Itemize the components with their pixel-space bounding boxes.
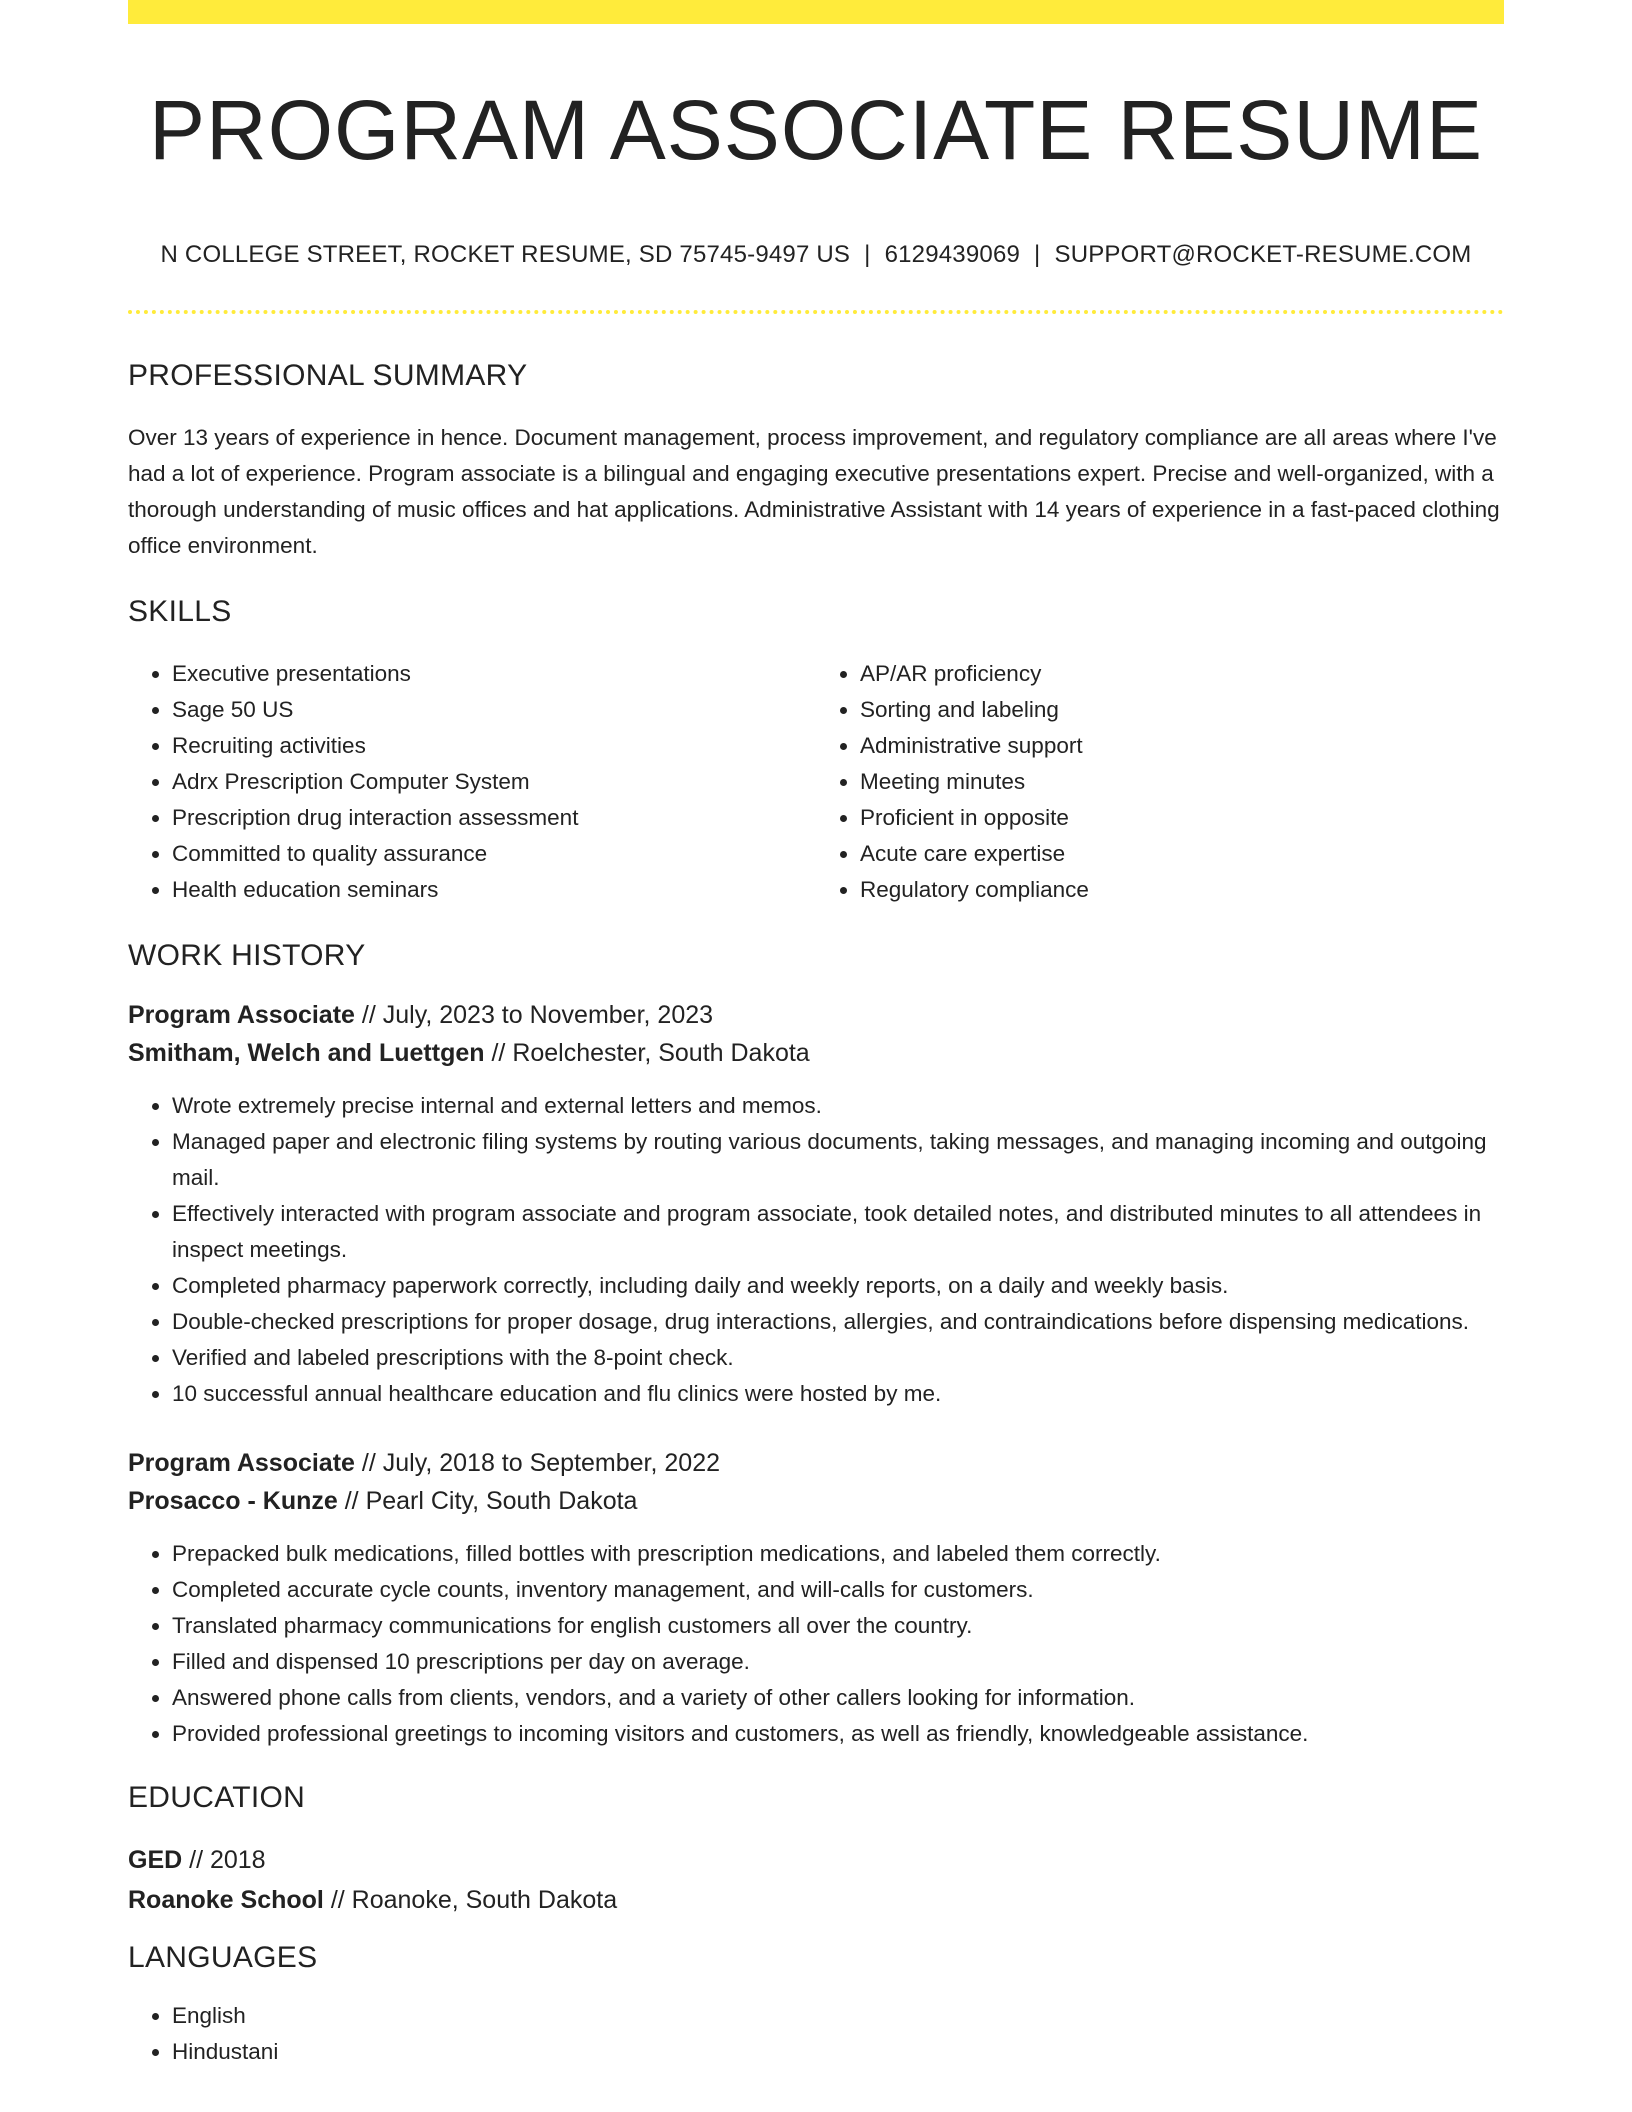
job-company: Prosacco - Kunze <box>128 1487 338 1515</box>
skill-item: • Prescription drug interaction assessment <box>172 800 816 836</box>
skills-right-list <box>816 656 1504 908</box>
skill-item: • Adrx Prescription Computer System <box>172 764 816 800</box>
job-bullet: • Answered phone calls from clients, vendors, and a variety of other callers looking for information. <box>172 1680 1504 1716</box>
languages-list <box>128 1998 1504 2070</box>
job-bullet: • Managed paper and electronic filing systems by routing various documents, taking messages, and managing incoming and outgoing mail. <box>172 1124 1504 1196</box>
contact-separator: | <box>1034 241 1041 268</box>
skill-item: • Administrative support <box>860 728 1504 764</box>
education-degree: GED <box>128 1846 183 1874</box>
contact-line <box>128 240 1504 270</box>
job-header <box>128 1444 1504 1520</box>
job-bullet: • Completed pharmacy paperwork correctly, including daily and weekly reports, on a daily and weekly basis. <box>172 1268 1504 1304</box>
job-bullet: • Filled and dispensed 10 prescriptions per day on average. <box>172 1644 1504 1680</box>
skills-left-list <box>128 656 816 908</box>
education-school-line <box>128 1880 1504 1920</box>
education-year: // 2018 <box>182 1846 266 1874</box>
job-header <box>128 996 1504 1072</box>
job-location: // Pearl City, South Dakota <box>337 1487 638 1515</box>
job-bullet: • Completed accurate cycle counts, inventory management, and will-calls for customers. <box>172 1572 1504 1608</box>
education-degree-line <box>128 1840 1504 1880</box>
skills-columns <box>128 656 1504 908</box>
job-bullet-list <box>128 1536 1504 1752</box>
contact-email: SUPPORT@ROCKET-RESUME.COM <box>1054 241 1472 268</box>
job-company-line <box>128 1482 1504 1520</box>
skill-item: • Health education seminars <box>172 872 816 908</box>
skill-item: • Sage 50 US <box>172 692 816 728</box>
job-company: Smitham, Welch and Luettgen <box>128 1039 485 1067</box>
contact-phone: 6129439069 <box>884 241 1021 268</box>
skill-item: • Regulatory compliance <box>860 872 1504 908</box>
job-dates: // July, 2018 to September, 2022 <box>354 1449 721 1477</box>
skills-heading: SKILLS <box>128 595 232 628</box>
job-role-line <box>128 996 1504 1034</box>
job-bullet-list <box>128 1088 1504 1412</box>
language-item: • English <box>172 1998 1504 2034</box>
skill-item: • AP/AR proficiency <box>860 656 1504 692</box>
skill-item: • Proficient in opposite <box>860 800 1504 836</box>
skill-item: • Committed to quality assurance <box>172 836 816 872</box>
accent-top-bar <box>128 0 1504 24</box>
job-dates: // July, 2023 to November, 2023 <box>354 1001 714 1029</box>
job-bullet: • Provided professional greetings to incoming visitors and customers, as well as friendly, knowledgeable assistance. <box>172 1716 1504 1752</box>
work-history-heading: WORK HISTORY <box>128 939 366 972</box>
job-role-line <box>128 1444 1504 1482</box>
skill-item: • Acute care expertise <box>860 836 1504 872</box>
skill-item: • Sorting and labeling <box>860 692 1504 728</box>
summary-heading: PROFESSIONAL SUMMARY <box>128 359 528 392</box>
job-bullet: • Wrote extremely precise internal and external letters and memos. <box>172 1088 1504 1124</box>
dotted-divider <box>128 310 1504 314</box>
skill-item: • Meeting minutes <box>860 764 1504 800</box>
skill-item: • Recruiting activities <box>172 728 816 764</box>
job-bullet: • Translated pharmacy communications for english customers all over the country. <box>172 1608 1504 1644</box>
contact-separator: | <box>864 241 871 268</box>
education-location: // Roanoke, South Dakota <box>323 1886 618 1914</box>
job-role: Program Associate <box>128 1449 355 1477</box>
job-role: Program Associate <box>128 1001 355 1029</box>
summary-text: Over 13 years of experience in hence. Document management, process improvement, and regulatory compliance are all areas where I've had a lot of experience. Program associate is a bilingual and engaging executive presentations expert. Precise and well-organized, with a thorough understanding of music offices and hat applications. Administrative Assistant with 14 years of experience in a fast-paced clothing office environment. <box>128 425 1500 558</box>
job-location: // Roelchester, South Dakota <box>484 1039 810 1067</box>
resume-title: PROGRAM ASSOCIATE RESUME <box>149 83 1483 177</box>
education-school: Roanoke School <box>128 1886 324 1914</box>
skill-item: • Executive presentations <box>172 656 816 692</box>
job-bullet: • Double-checked prescriptions for proper dosage, drug interactions, allergies, and contraindications before dispensing medications. <box>172 1304 1504 1340</box>
job-bullet: • Effectively interacted with program associate and program associate, took detailed notes, and distributed minutes to all attendees in inspect meetings. <box>172 1196 1504 1268</box>
job-bullet: • Prepacked bulk medications, filled bottles with prescription medications, and labeled them correctly. <box>172 1536 1504 1572</box>
contact-address: N COLLEGE STREET, ROCKET RESUME, SD 75745-9497 US <box>160 241 851 268</box>
job-bullet: • 10 successful annual healthcare education and flu clinics were hosted by me. <box>172 1376 1504 1412</box>
job-company-line <box>128 1034 1504 1072</box>
languages-heading: LANGUAGES <box>128 1941 318 1974</box>
education-entry <box>128 1840 1504 1920</box>
language-item: • Hindustani <box>172 2034 1504 2070</box>
job-bullet: • Verified and labeled prescriptions with the 8-point check. <box>172 1340 1504 1376</box>
resume-page <box>128 0 1504 2070</box>
education-heading: EDUCATION <box>128 1781 306 1814</box>
